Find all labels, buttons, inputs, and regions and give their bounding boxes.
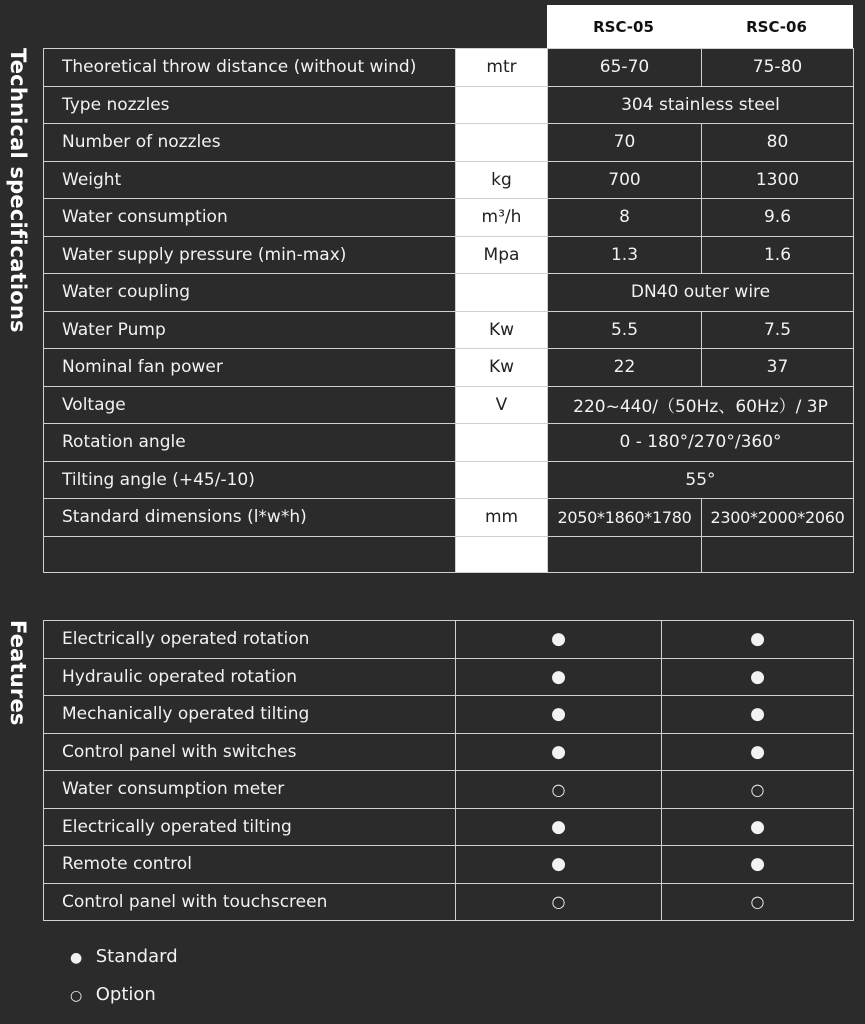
- standard-bullet-icon: ●: [456, 846, 662, 884]
- feature-name: Hydraulic operated rotation: [44, 658, 456, 696]
- option-circle-icon: ○: [662, 771, 854, 809]
- standard-bullet-icon: ●: [662, 696, 854, 734]
- spec-name: Water Pump: [44, 311, 456, 349]
- spec-value-rsc-05: 8: [548, 199, 702, 237]
- spec-unit: [456, 86, 548, 124]
- spec-row: [44, 311, 854, 349]
- spec-row-empty: [44, 536, 854, 572]
- spec-value-rsc-05: 65-70: [548, 49, 702, 87]
- spec-row: [44, 161, 854, 199]
- feature-row: [44, 883, 854, 921]
- legend-option: [70, 984, 156, 1005]
- standard-bullet-icon: ●: [662, 621, 854, 659]
- feature-row: [44, 658, 854, 696]
- spec-row: [44, 499, 854, 537]
- spec-value-rsc-06: 37: [702, 349, 854, 387]
- section-label-technical-specifications: Technical specifications: [6, 48, 30, 333]
- spec-value-rsc-06: 2300*2000*2060: [702, 499, 854, 537]
- spec-value-rsc-06: 1300: [702, 161, 854, 199]
- spec-name: Water supply pressure (min-max): [44, 236, 456, 274]
- spec-name: Tilting angle (+45/-10): [44, 461, 456, 499]
- spec-name: Theoretical throw distance (without wind): [44, 49, 456, 87]
- feature-name: Mechanically operated tilting: [44, 696, 456, 734]
- spec-unit: Kw: [456, 311, 548, 349]
- spec-value-rsc-05: 70: [548, 124, 702, 162]
- spec-value-rsc-05: 22: [548, 349, 702, 387]
- spec-name: Water consumption: [44, 199, 456, 237]
- legend-standard-label: Standard: [95, 946, 178, 967]
- spec-value-rsc-05: 700: [548, 161, 702, 199]
- spec-value-both-models: 220~440/（50Hz、60Hz）/ 3P: [548, 386, 854, 424]
- spec-value-both-models: 0 - 180°/270°/360°: [548, 424, 854, 462]
- standard-bullet-icon: ●: [662, 733, 854, 771]
- standard-bullet-icon: ●: [456, 658, 662, 696]
- standard-bullet-icon: ●: [662, 658, 854, 696]
- legend-standard: [70, 946, 178, 967]
- spec-row: [44, 386, 854, 424]
- model-header-rsc-05: RSC-05: [593, 17, 654, 36]
- feature-row: [44, 771, 854, 809]
- spec-unit: Mpa: [456, 236, 548, 274]
- spec-row: [44, 199, 854, 237]
- technical-specifications-table: [43, 48, 854, 573]
- spec-value-rsc-05: 2050*1860*1780: [548, 499, 702, 537]
- spec-unit: [456, 461, 548, 499]
- spec-name: Type nozzles: [44, 86, 456, 124]
- option-circle-icon: ○: [456, 771, 662, 809]
- spec-name: Nominal fan power: [44, 349, 456, 387]
- feature-row: [44, 621, 854, 659]
- feature-name: Remote control: [44, 846, 456, 884]
- spec-value-rsc-06: 7.5: [702, 311, 854, 349]
- spec-value-rsc-05: 5.5: [548, 311, 702, 349]
- option-circle-icon: ○: [70, 988, 83, 1004]
- spec-name: Water coupling: [44, 274, 456, 312]
- spec-row: [44, 274, 854, 312]
- feature-name: Control panel with touchscreen: [44, 883, 456, 921]
- model-header: [547, 5, 853, 48]
- standard-bullet-icon: ●: [456, 808, 662, 846]
- spec-unit: kg: [456, 161, 548, 199]
- spec-row: [44, 124, 854, 162]
- empty-cell: [44, 536, 456, 572]
- spec-name: Voltage: [44, 386, 456, 424]
- spec-value-both-models: DN40 outer wire: [548, 274, 854, 312]
- spec-unit: mtr: [456, 49, 548, 87]
- feature-row: [44, 846, 854, 884]
- spec-name: Standard dimensions (l*w*h): [44, 499, 456, 537]
- empty-cell: [548, 536, 702, 572]
- feature-row: [44, 733, 854, 771]
- spec-value-rsc-06: 1.6: [702, 236, 854, 274]
- spec-row: [44, 86, 854, 124]
- spec-unit: m³/h: [456, 199, 548, 237]
- spec-value-rsc-06: 80: [702, 124, 854, 162]
- feature-name: Electrically operated rotation: [44, 621, 456, 659]
- standard-bullet-icon: ●: [662, 808, 854, 846]
- spec-value-rsc-06: 9.6: [702, 199, 854, 237]
- feature-name: Water consumption meter: [44, 771, 456, 809]
- legend-option-label: Option: [95, 984, 156, 1005]
- feature-name: Control panel with switches: [44, 733, 456, 771]
- spec-value-rsc-06: 75-80: [702, 49, 854, 87]
- spec-unit: [456, 424, 548, 462]
- features-table: [43, 620, 854, 921]
- standard-bullet-icon: ●: [456, 733, 662, 771]
- spec-unit: [456, 274, 548, 312]
- section-label-features: Features: [6, 620, 30, 726]
- spec-value-rsc-05: 1.3: [548, 236, 702, 274]
- spec-name: Number of nozzles: [44, 124, 456, 162]
- spec-name: Rotation angle: [44, 424, 456, 462]
- spec-value-both-models: 304 stainless steel: [548, 86, 854, 124]
- spec-unit: [456, 124, 548, 162]
- spec-row: [44, 461, 854, 499]
- spec-name: Weight: [44, 161, 456, 199]
- spec-unit: Kw: [456, 349, 548, 387]
- standard-bullet-icon: ●: [70, 950, 83, 966]
- spec-row: [44, 49, 854, 87]
- standard-bullet-icon: ●: [662, 846, 854, 884]
- spec-value-both-models: 55°: [548, 461, 854, 499]
- feature-row: [44, 808, 854, 846]
- feature-name: Electrically operated tilting: [44, 808, 456, 846]
- feature-row: [44, 696, 854, 734]
- empty-cell: [702, 536, 854, 572]
- option-circle-icon: ○: [456, 883, 662, 921]
- empty-cell: [456, 536, 548, 572]
- standard-bullet-icon: ●: [456, 621, 662, 659]
- spec-row: [44, 424, 854, 462]
- option-circle-icon: ○: [662, 883, 854, 921]
- spec-unit: V: [456, 386, 548, 424]
- spec-unit: mm: [456, 499, 548, 537]
- spec-row: [44, 349, 854, 387]
- model-header-rsc-06: RSC-06: [746, 17, 807, 36]
- standard-bullet-icon: ●: [456, 696, 662, 734]
- spec-row: [44, 236, 854, 274]
